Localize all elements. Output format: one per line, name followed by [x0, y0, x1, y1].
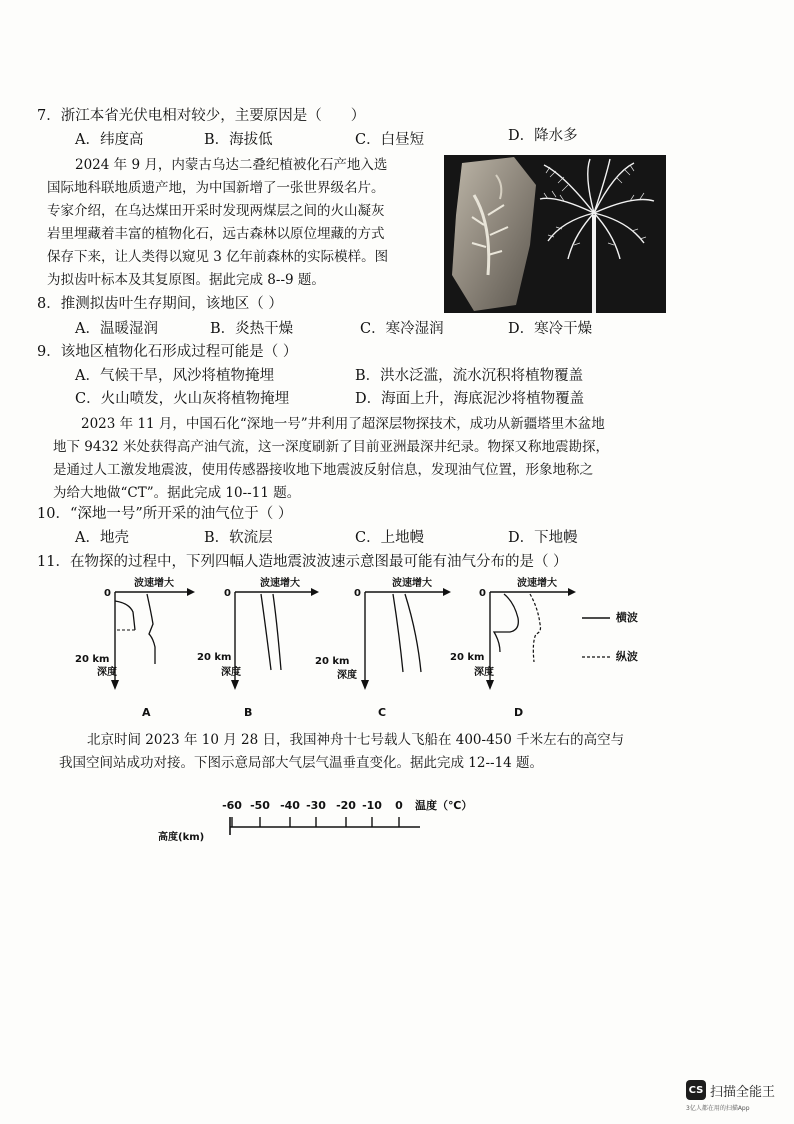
- q9-stem: 9．该地区植物化石形成过程可能是（ ）: [37, 344, 298, 360]
- speed-label: 波速增大: [517, 578, 557, 589]
- temperature-tick-label: -40: [280, 799, 300, 812]
- q8-option-b: B．炎热干燥: [210, 321, 294, 337]
- q9-option-b: B．洪水泛滥，流水沉积将植物覆盖: [355, 368, 584, 384]
- zero-label: 0: [104, 588, 111, 599]
- passage-line: 北京时间 2023 年 10 月 28 日，我国神舟十七号载人飞船在 400-450 千米左右的高空与: [87, 732, 625, 748]
- temperature-label: 温度（℃）: [415, 799, 473, 812]
- passage-line: 2023 年 11 月，中国石化“深地一号”井利用了超深层物探技术，成功从新疆塔里木盆地: [81, 416, 605, 432]
- wave-diagram-a: [75, 572, 205, 697]
- diagram-letter-c: C: [378, 706, 387, 719]
- q10-option-a: A．地壳: [75, 530, 129, 546]
- depth-axis-label: 深度: [97, 667, 117, 678]
- fossil-photo: [444, 155, 666, 313]
- legend-transverse-label: 横波: [615, 611, 638, 624]
- q9-option-a: A．气候干旱，风沙将植物掩埋: [75, 368, 274, 384]
- q9-option-d: D．海面上升，海底泥沙将植物覆盖: [355, 391, 585, 407]
- zero-label: 0: [354, 588, 361, 599]
- wave-diagram-c: [315, 572, 455, 697]
- diagram-letter-a: A: [142, 706, 151, 719]
- passage-line: 为给大地做“CT”。据此完成 10--11 题。: [53, 485, 301, 501]
- passage-line: 岩里埋藏着丰富的植物化石，远古森林以原位埋藏的方式: [47, 226, 385, 242]
- q11-stem: 11．在物探的过程中，下列四幅人造地震波波速示意图最可能有油气分布的是（ ）: [37, 554, 568, 570]
- wave-diagram-b: [197, 572, 325, 697]
- depth-mark-label: 20 km: [315, 656, 350, 667]
- wave-diagram-d: [450, 572, 580, 697]
- q9-option-c: C．火山喷发，火山灰将植物掩埋: [75, 391, 290, 407]
- q8-stem: 8．推测拟齿叶生存期间，该地区（ ）: [37, 296, 283, 312]
- depth-axis-label: 深度: [474, 667, 494, 678]
- temperature-tick-label: -20: [336, 799, 356, 812]
- passage-fossil: [47, 154, 388, 292]
- q7-option-c: C．白昼短: [355, 132, 425, 148]
- q10-stem: 10．“深地一号”所开采的油气位于（ ）: [37, 506, 293, 522]
- diagram-letter-b: B: [244, 706, 253, 719]
- passage-line: 保存下来，让人类得以窥见 3 亿年前森林的实际模样。图: [47, 249, 389, 265]
- temperature-tick-label: -50: [250, 799, 270, 812]
- speed-label: 波速增大: [392, 578, 432, 589]
- passage-deep-well: [53, 413, 609, 505]
- passage-line: 国际地科联地质遗产地，为中国新增了一张世界级名片。: [47, 180, 385, 196]
- zero-label: 0: [479, 588, 486, 599]
- q10-option-d: D．下地幔: [508, 530, 578, 546]
- q8-option-a: A．温暖湿润: [75, 321, 158, 337]
- scanner-watermark: [686, 1080, 775, 1112]
- passage-line: 我国空间站成功对接。下图示意局部大气层气温垂直变化。据此完成 12--14 题。: [59, 755, 544, 771]
- scanner-tagline: 3亿人都在用的扫描App: [686, 1105, 750, 1112]
- passage-line: 是通过人工激发地震波，使用传感器接收地下地震波反射信息，发现油气位置，形象地称之: [53, 462, 593, 478]
- passage-shenzhou: [59, 729, 624, 775]
- q7-option-a: A．纬度高: [75, 132, 144, 148]
- zero-label: 0: [224, 588, 231, 599]
- depth-axis-label: 深度: [337, 670, 357, 681]
- temperature-tick-label: 0: [395, 799, 403, 812]
- legend-longitudinal: [582, 648, 638, 664]
- temperature-tick-label: -30: [306, 799, 326, 812]
- legend-transverse: [582, 609, 638, 625]
- temperature-tick-label: -60: [222, 799, 242, 812]
- passage-line: 地下 9432 米处获得高产油气流，这一深度刷新了目前亚洲最深井纪录。物探又称地震勘探，: [53, 439, 609, 455]
- temperature-tick-label: -10: [362, 799, 382, 812]
- temperature-axis: [150, 795, 510, 859]
- depth-mark-label: 20 km: [197, 652, 232, 663]
- legend-longitudinal-label: 纵波: [615, 650, 638, 663]
- passage-line: 专家介绍，在乌达煤田开采时发现两煤层之间的火山凝灰: [47, 203, 385, 219]
- depth-axis-label: 深度: [221, 667, 241, 678]
- depth-mark-label: 20 km: [450, 652, 485, 663]
- passage-line: 为拟齿叶标本及其复原图。据此完成 8--9 题。: [47, 272, 325, 288]
- speed-label: 波速增大: [260, 578, 300, 589]
- q10-option-b: B．软流层: [204, 530, 273, 546]
- q7-option-b: B．海拔低: [204, 132, 273, 148]
- q8-option-d: D．寒冷干燥: [508, 321, 593, 337]
- scanner-logo-icon: CS: [686, 1080, 706, 1100]
- q8-option-c: C．寒冷湿润: [360, 321, 444, 337]
- passage-line: 2024 年 9 月，内蒙古乌达二叠纪植被化石产地入选: [75, 157, 388, 173]
- q7-stem: 7．浙江本省光伏电相对较少，主要原因是（ ）: [37, 108, 366, 124]
- scanner-brand: 扫描全能王: [710, 1084, 776, 1100]
- q7-option-d: D．降水多: [508, 128, 578, 144]
- depth-mark-label: 20 km: [75, 654, 110, 665]
- diagram-letter-d: D: [514, 706, 524, 719]
- speed-label: 波速增大: [134, 578, 174, 589]
- q10-option-c: C．上地幔: [355, 530, 425, 546]
- height-label: 高度(km): [158, 832, 205, 843]
